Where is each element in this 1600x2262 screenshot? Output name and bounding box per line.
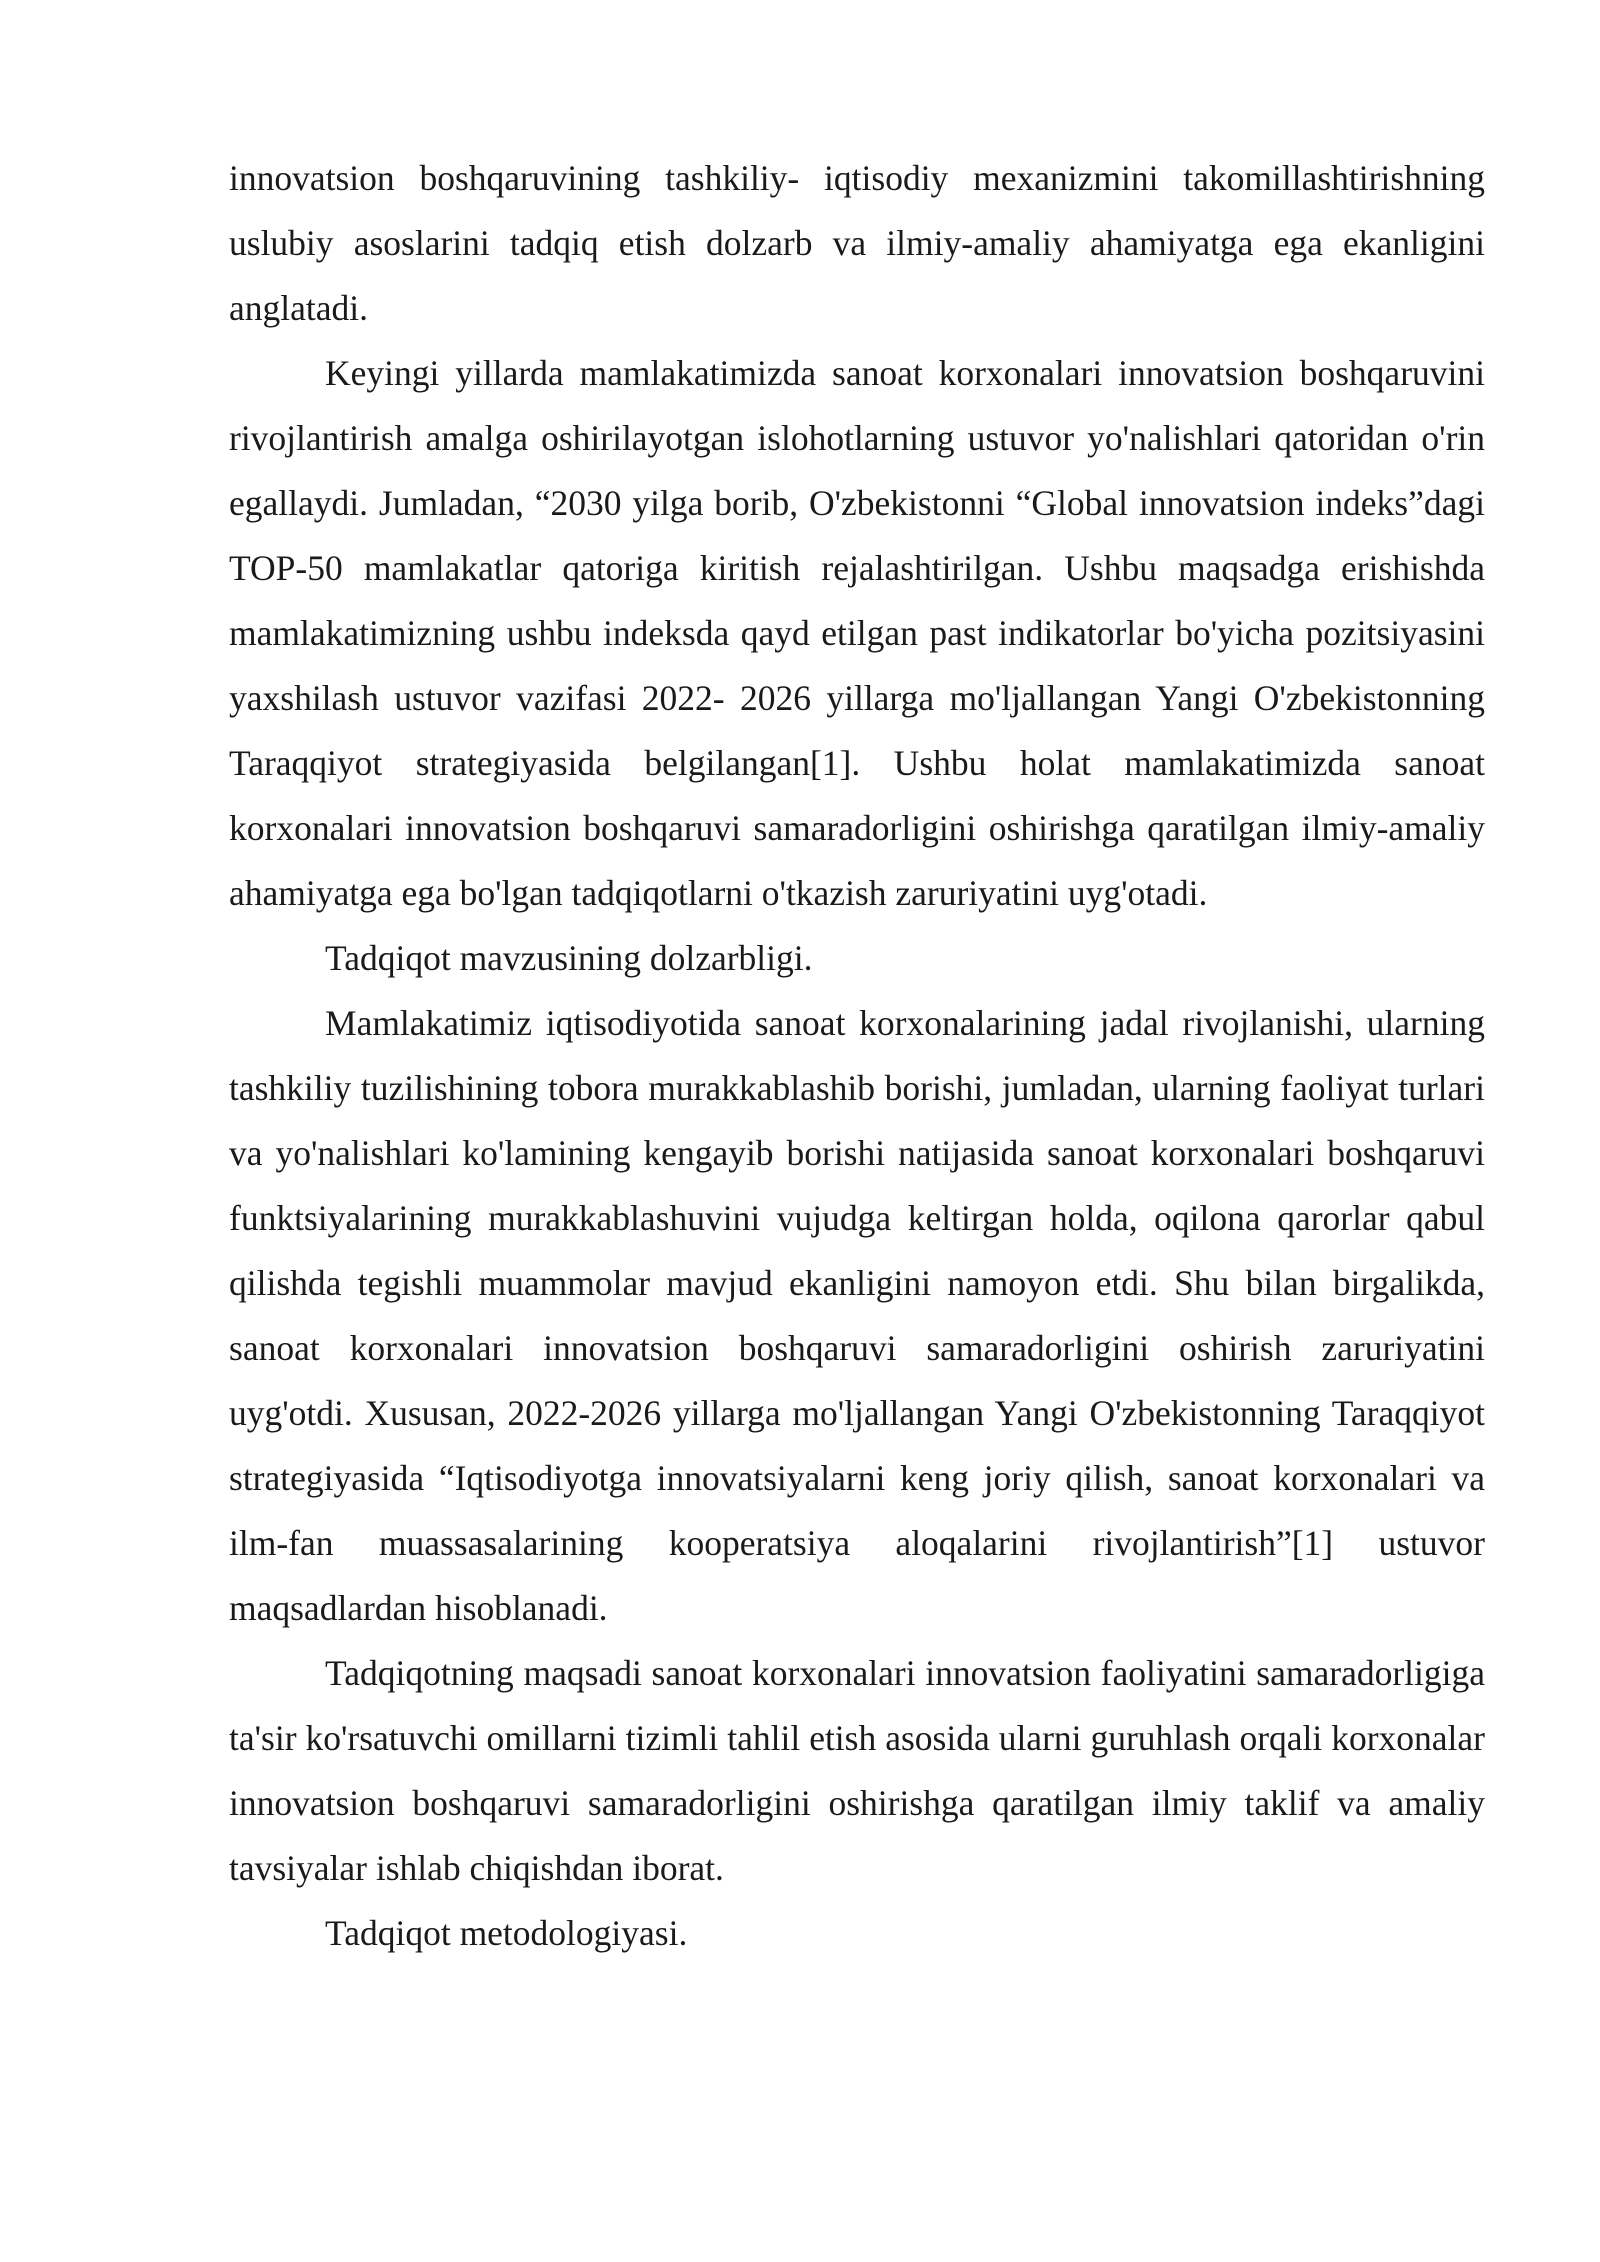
body-text <box>229 146 1485 1966</box>
heading-topic-relevance: Tadqiqot mavzusining dolzarbligi. <box>325 938 813 978</box>
heading-research-methodology: Tadqiqot metodologiyasi. <box>325 1913 688 1953</box>
paragraph-recent-years: Keyingi yillarda mamlakatimizda sanoat korxonalari innovatsion boshqaruvini rivojlantirish amalga oshirilayotgan islohotlarning ustuvor yo'nalishlari qatoridan o'rin egallaydi. Jumladan, “2030 yilga borib, O'zbekistonni “Global innovatsion indeks”dagi TOP-50 mamlakatlar qatoriga kiritish rejalashtirilgan. Ushbu maqsadga erishishda mamlakatimizning ushbu indeksda qayd etilgan past indikatorlar bo'yicha pozitsiyasini yaxshilash ustuvor vazifasi 2022- 2026 yillarga mo'ljallangan Yangi O'zbekistonning Taraqqiyot strategiyasida belgilangan[1]. Ushbu holat mamlakatimizda sanoat korxonalari innovatsion boshqaruvi samaradorligini oshirishga qaratilgan ilmiy-amaliy ahamiyatga ega bo'lgan tadqiqotlarni o'tkazish zaruriyatini uyg'otadi. <box>229 353 1485 913</box>
paragraph-continuation: innovatsion boshqaruvining tashkiliy- iqtisodiy mexanizmini takomillashtirishning uslubiy asoslarini tadqiq etish dolzarb va ilmiy-amaliy ahamiyatga ega ekanligini anglatadi. <box>229 158 1485 328</box>
paragraph-research-goal: Tadqiqotning maqsadi sanoat korxonalari innovatsion faoliyatini samaradorligiga ta'sir ko'rsatuvchi omillarni tizimli tahlil etish asosida ularni guruhlash orqali korxonalar innovatsion boshqaruvi samaradorligini oshirishga qaratilgan ilmiy taklif va amaliy tavsiyalar ishlab chiqishdan iborat. <box>229 1653 1485 1888</box>
paragraph-economy-development: Mamlakatimiz iqtisodiyotida sanoat korxonalarining jadal rivojlanishi, ularning tashkiliy tuzilishining tobora murakkablashib borishi, jumladan, ularning faoliyat turlari va yo'nalishlari ko'lamining kengayib borishi natijasida sanoat korxonalari boshqaruvi funktsiyalarining murakkablashuvini vujudga keltirgan holda, oqilona qarorlar qabul qilishda tegishli muammolar mavjud ekanligini namoyon etdi. Shu bilan birgalikda, sanoat korxonalari innovatsion boshqaruvi samaradorligini oshirish zaruriyatini uyg'otdi. Xususan, 2022-2026 yillarga mo'ljallangan Yangi O'zbekistonning Taraqqiyot strategiyasida “Iqtisodiyotga innovatsiyalarni keng joriy qilish, sanoat korxonalari va ilm-fan muassasalarining kooperatsiya aloqalarini rivojlantirish”[1] ustuvor maqsadlardan hisoblanadi. <box>229 1003 1485 1628</box>
